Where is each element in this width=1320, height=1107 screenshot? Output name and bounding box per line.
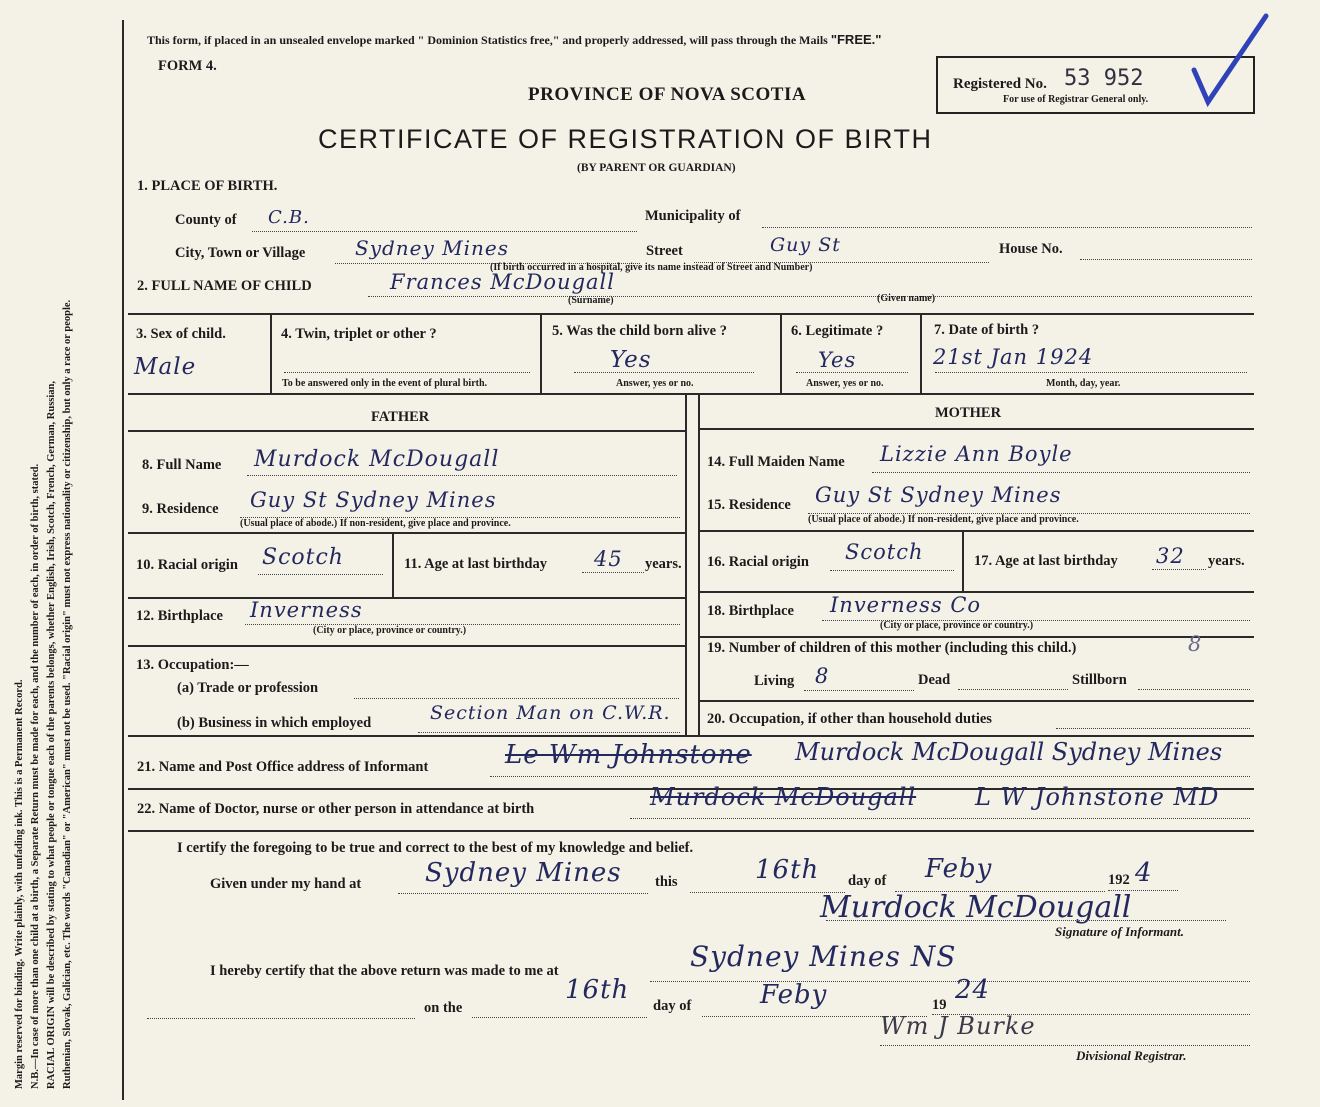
doctor-struck-value: Murdock McDougall: [650, 783, 917, 811]
city-value: Sydney Mines: [355, 236, 510, 260]
father-residence-label: 9. Residence: [142, 501, 219, 517]
page-subtitle: (BY PARENT OR GUARDIAN): [577, 162, 736, 174]
left-margin-rule: [122, 20, 124, 1100]
given-year-suffix: 4: [1135, 858, 1153, 888]
city-label: City, Town or Village: [175, 245, 306, 261]
registrar-place-value: Sydney Mines NS: [690, 940, 957, 973]
doctor-label: 22. Name of Doctor, nurse or other person in attendance at birth: [137, 801, 535, 817]
county-value: C.B.: [268, 207, 310, 228]
mother-age-unit: years.: [1208, 553, 1245, 569]
father-name-label: 8. Full Name: [142, 457, 222, 473]
surname-caption: (Surname): [568, 295, 614, 306]
hospital-note: (If birth occurred in a hospital, give its name instead of Street and Number): [490, 262, 813, 273]
mother-residence-label: 15. Residence: [707, 497, 791, 513]
father-race-label: 10. Racial origin: [136, 557, 238, 573]
margin-note-binding: Margin reserved for binding. Write plainly, with unfading ink. This is a Permanent Record.: [14, 679, 25, 1089]
twin-note: To be answered only in the event of plural birth.: [282, 378, 488, 389]
form-number: FORM 4.: [158, 58, 217, 74]
alive-label: 5. Was the child born alive ?: [552, 323, 727, 339]
child-name-value: Frances McDougall: [390, 270, 615, 294]
business-value: Section Man on C.W.R.: [430, 702, 671, 724]
mother-residence-note: (Usual place of abode.) If non-resident, give place and province.: [808, 514, 1079, 525]
margin-note-racial-origin-cont: Ruthenian, Slovak, Galician, etc. The words "Canadian" or "American" must not be used. "Racial origin" must not express nationality or citizenship, but only a race or people.: [62, 299, 73, 1089]
registrar-day-value: 16th: [565, 975, 630, 1005]
postal-free: "FREE.": [830, 32, 882, 47]
this-label: this: [655, 874, 678, 890]
given-under-hand-label: Given under my hand at: [210, 876, 362, 892]
legitimate-label: 6. Legitimate ?: [791, 323, 884, 339]
living-label: Living: [754, 673, 795, 689]
father-birthplace-label: 12. Birthplace: [136, 608, 223, 624]
given-day-of-label: day of: [848, 873, 887, 889]
sex-label: 3. Sex of child.: [136, 326, 226, 342]
mother-age-label: 17. Age at last birthday: [974, 553, 1118, 569]
father-age-unit: years.: [645, 556, 682, 572]
given-year-prefix: 192: [1108, 872, 1130, 888]
registrar-use-note: For use of Registrar General only.: [1003, 94, 1149, 105]
father-residence-note: (Usual place of abode.) If non-resident, give place and province.: [240, 518, 511, 529]
children-count-value: 8: [1188, 632, 1203, 656]
mother-birthplace-value: Inverness Co: [830, 593, 982, 617]
given-day-value: 16th: [755, 855, 820, 885]
mother-birthplace-note: (City or place, province or country.): [880, 620, 1034, 631]
place-of-birth-heading: 1. PLACE OF BIRTH.: [137, 178, 278, 194]
informant-struck-value: Le Wm Johnstone: [505, 740, 752, 770]
page-title: CERTIFICATE OF REGISTRATION OF BIRTH: [318, 124, 933, 154]
father-race-value: Scotch: [262, 545, 344, 570]
doctor-value: L W Johnstone MD: [975, 783, 1220, 811]
mother-heading: MOTHER: [935, 405, 1002, 421]
father-residence-value: Guy St Sydney Mines: [250, 488, 497, 512]
father-occupation-label: 13. Occupation:—: [136, 657, 249, 673]
business-label: (b) Business in which employed: [177, 715, 372, 731]
father-name-value: Murdock McDougall: [254, 447, 500, 472]
legitimate-note: Answer, yes or no.: [806, 378, 884, 389]
stillborn-label: Stillborn: [1072, 672, 1127, 688]
trade-label: (a) Trade or profession: [177, 680, 319, 696]
check-mark: [1190, 10, 1270, 115]
registered-label: Registered No.: [953, 76, 1047, 92]
municipality-label: Municipality of: [645, 208, 741, 224]
margin-note-separate-return: N.B.—In case of more than one child at a birth, a Separate Return must be made for each, and the number of each, in order of birth, stated.: [30, 463, 41, 1089]
alive-value: Yes: [610, 347, 652, 373]
margin-note-racial-origin: RACIAL ORIGIN will be described by stating to what people or tongue each of the parents belongs, whether English, Irish, Scotch, French, German, Russian,: [46, 380, 57, 1089]
children-count-label: 19. Number of children of this mother (including this child.): [707, 640, 1077, 656]
living-value: 8: [815, 664, 830, 688]
street-value: Guy St: [770, 234, 841, 256]
dead-label: Dead: [918, 672, 951, 688]
informant-signature: Murdock McDougall: [820, 890, 1132, 925]
child-name-label: 2. FULL NAME OF CHILD: [137, 278, 312, 294]
informant-value: Murdock McDougall Sydney Mines: [795, 738, 1223, 766]
signature-caption: Signature of Informant.: [1055, 924, 1184, 939]
mother-race-label: 16. Racial origin: [707, 554, 809, 570]
father-heading: FATHER: [371, 409, 430, 425]
informant-label: 21. Name and Post Office address of Informant: [137, 759, 429, 775]
mother-name-value: Lizzie Ann Boyle: [880, 442, 1073, 466]
postal-note: This form, if placed in an unsealed envelope marked " Dominion Statistics free," and properly addressed, will pass through the Mails "FREE.": [147, 32, 882, 47]
registrar-certify-text: I hereby certify that the above return was made to me at: [210, 963, 559, 979]
father-birthplace-note: (City or place, province or country.): [313, 625, 467, 636]
alive-note: Answer, yes or no.: [616, 378, 694, 389]
registrar-caption: Divisional Registrar.: [1076, 1048, 1187, 1063]
margin-notes: [0, 0, 128, 1107]
mother-occupation-label: 20. Occupation, if other than household duties: [707, 711, 992, 727]
given-month-value: Feby: [925, 854, 993, 884]
legitimate-value: Yes: [818, 348, 857, 372]
father-age-value: 45: [594, 547, 623, 571]
sex-value: Male: [134, 354, 197, 380]
registrar-signature: Wm J Burke: [880, 1012, 1036, 1040]
dob-note: Month, day, year.: [1046, 378, 1121, 389]
mother-birthplace-label: 18. Birthplace: [707, 603, 794, 619]
province-heading: PROVINCE OF NOVA SCOTIA: [528, 84, 807, 105]
registrar-day-of-label: day of: [653, 998, 692, 1014]
dob-label: 7. Date of birth ?: [934, 322, 1040, 338]
mother-race-value: Scotch: [845, 540, 924, 564]
father-age-label: 11. Age at last birthday: [404, 556, 547, 572]
registrar-year-suffix: 24: [955, 975, 991, 1005]
certify-text: I certify the foregoing to be true and correct to the best of my knowledge and belief.: [177, 840, 694, 856]
given-name-caption: (Given name): [877, 293, 936, 304]
dob-value: 21st Jan 1924: [933, 345, 1094, 369]
twin-label: 4. Twin, triplet or other ?: [281, 326, 437, 342]
county-label: County of: [175, 212, 237, 228]
mother-residence-value: Guy St Sydney Mines: [815, 483, 1062, 507]
street-label: Street: [646, 243, 683, 259]
given-place-value: Sydney Mines: [425, 858, 622, 888]
on-the-label: on the: [424, 1000, 463, 1016]
father-birthplace-value: Inverness: [250, 598, 363, 622]
registered-number: 53 952: [1064, 66, 1144, 91]
registrar-year-prefix: 19: [932, 997, 947, 1013]
house-label: House No.: [999, 241, 1063, 257]
mother-age-value: 32: [1156, 544, 1185, 568]
mother-name-label: 14. Full Maiden Name: [707, 454, 845, 470]
registrar-month-value: Feby: [760, 980, 828, 1010]
